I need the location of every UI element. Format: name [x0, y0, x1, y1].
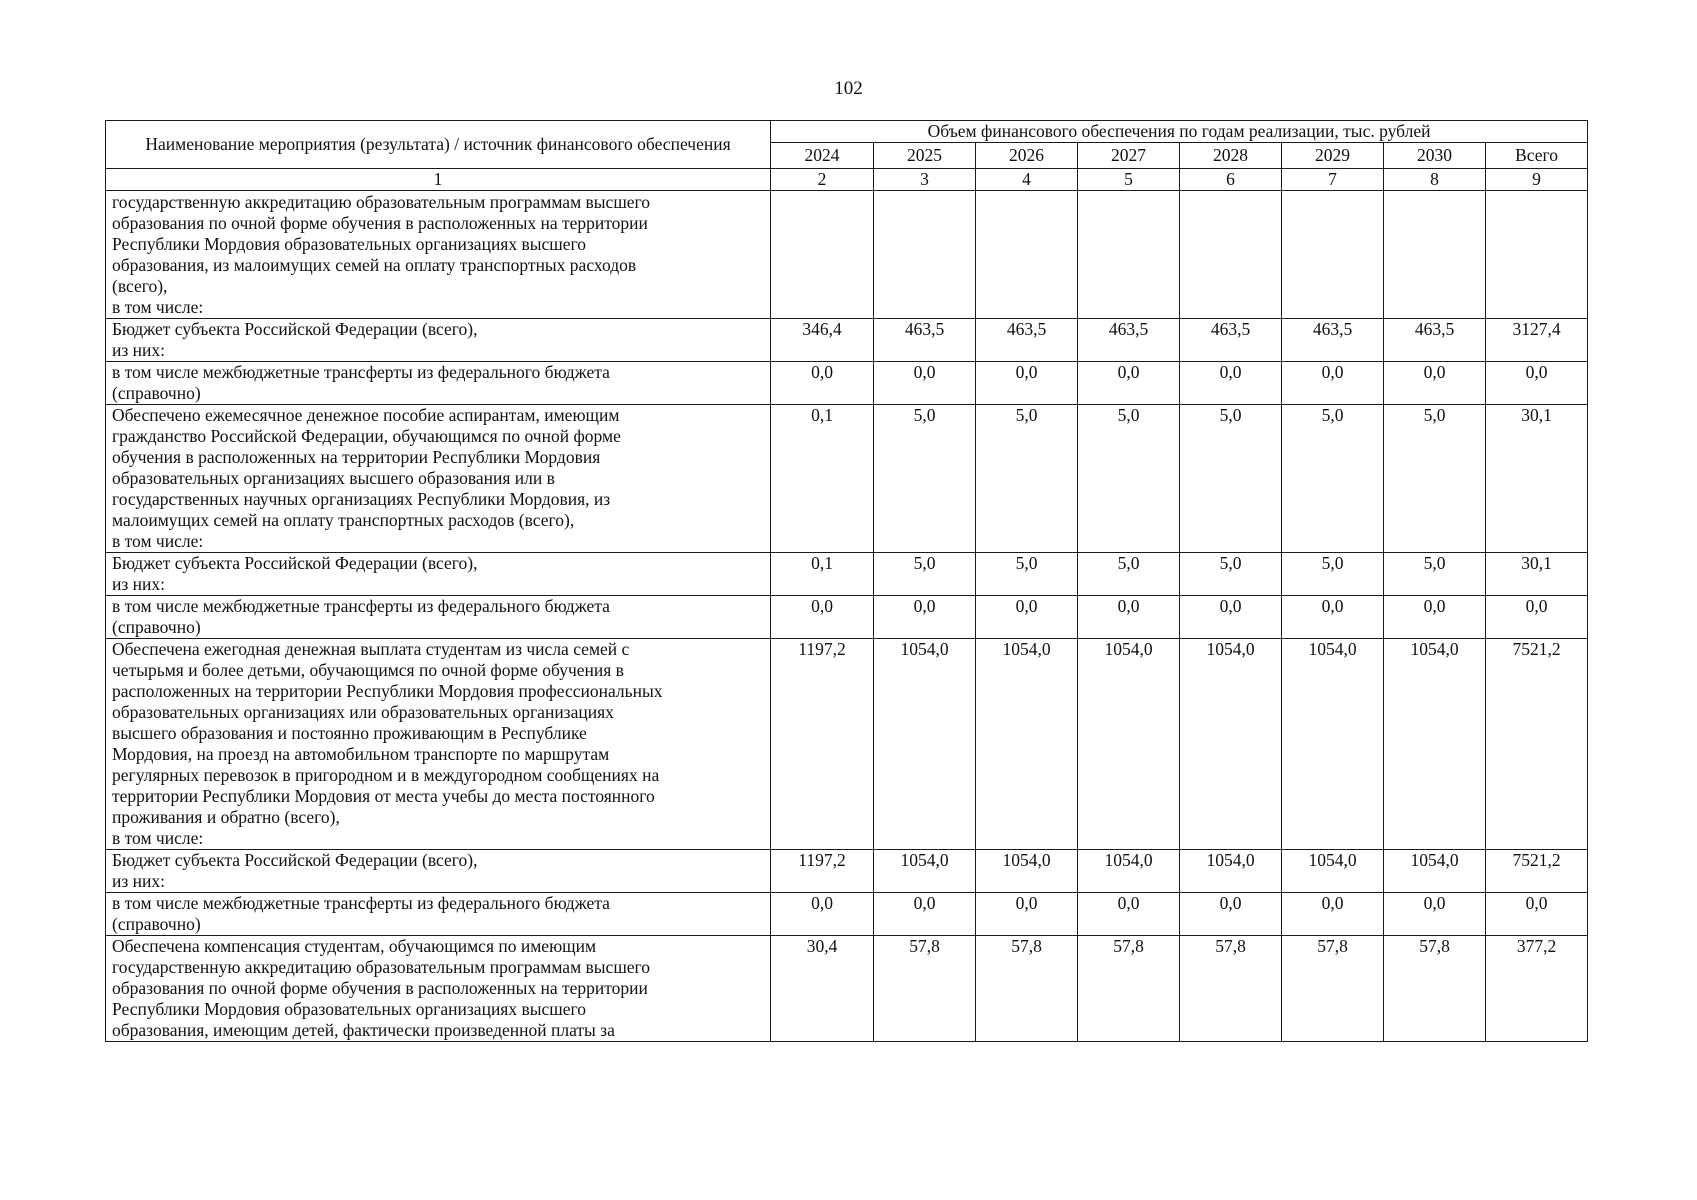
- value-cell: 0,0: [976, 596, 1078, 639]
- value-cell: 0,0: [1384, 362, 1486, 405]
- table-row: [106, 319, 1588, 362]
- total-cell: 0,0: [1486, 893, 1588, 936]
- value-cell: 0,0: [1384, 596, 1486, 639]
- value-cell: 0,0: [1384, 893, 1486, 936]
- table-row: [106, 850, 1588, 893]
- value-cell: 0,0: [1282, 893, 1384, 936]
- row-name: Обеспечена компенсация студентам, обучающимся по имеющим государственную аккредитацию образовательным программам высшего образования по очной форме обучения в расположенных на территории Республики Мордовия образовательных организациях высшего образования, имеющим детей, фактически произведенной платы за: [106, 936, 771, 1042]
- value-cell: 0,0: [874, 893, 976, 936]
- total-cell: 0,0: [1486, 362, 1588, 405]
- value-cell: 1054,0: [874, 850, 976, 893]
- year-header: 2028: [1180, 143, 1282, 169]
- total-cell: 3127,4: [1486, 319, 1588, 362]
- value-cell: 57,8: [874, 936, 976, 1042]
- value-cell: 0,0: [874, 362, 976, 405]
- total-cell: 30,1: [1486, 405, 1588, 553]
- value-cell: 0,0: [1282, 362, 1384, 405]
- table-row: [106, 639, 1588, 850]
- column-number: 4: [976, 169, 1078, 191]
- value-cell: 5,0: [874, 553, 976, 596]
- table-row: [106, 553, 1588, 596]
- value-cell: 463,5: [874, 319, 976, 362]
- value-cell: 57,8: [1384, 936, 1486, 1042]
- value-cell: 1054,0: [976, 850, 1078, 893]
- value-cell: [1384, 191, 1486, 319]
- row-name: Бюджет субъекта Российской Федерации (всего), из них:: [106, 850, 771, 893]
- value-cell: 57,8: [1078, 936, 1180, 1042]
- value-cell: 1054,0: [1282, 850, 1384, 893]
- year-header: 2029: [1282, 143, 1384, 169]
- value-cell: 5,0: [1384, 553, 1486, 596]
- value-cell: 0,0: [1282, 596, 1384, 639]
- total-cell: 377,2: [1486, 936, 1588, 1042]
- value-cell: 0,0: [874, 596, 976, 639]
- table-row: [106, 191, 1588, 319]
- column-number: 6: [1180, 169, 1282, 191]
- value-cell: 1054,0: [1180, 639, 1282, 850]
- value-cell: 0,0: [976, 362, 1078, 405]
- value-cell: 1054,0: [1078, 639, 1180, 850]
- row-name: в том числе межбюджетные трансферты из федерального бюджета (справочно): [106, 362, 771, 405]
- row-name: Бюджет субъекта Российской Федерации (всего), из них:: [106, 553, 771, 596]
- value-cell: 1054,0: [1180, 850, 1282, 893]
- total-header: Всего: [1486, 143, 1588, 169]
- column-number: 7: [1282, 169, 1384, 191]
- volume-header: Объем финансового обеспечения по годам реализации, тыс. рублей: [771, 121, 1588, 143]
- total-cell: [1486, 191, 1588, 319]
- row-name: государственную аккредитацию образовательным программам высшего образования по очной форме обучения в расположенных на территории Республики Мордовия образовательных организациях высшего образования, из малоимущих семей на оплату транспортных расходов (всего), в том числе:: [106, 191, 771, 319]
- value-cell: 5,0: [976, 553, 1078, 596]
- value-cell: 0,0: [771, 893, 874, 936]
- row-name: Обеспечено ежемесячное денежное пособие аспирантам, имеющим гражданство Российской Федерации, обучающимся по очной форме обучения в расположенных на территории Республики Мордовия образовательных организациях высшего образования или в государственных научных организациях Республики Мордовия, из малоимущих семей на оплату транспортных расходов (всего), в том числе:: [106, 405, 771, 553]
- value-cell: 0,0: [1078, 596, 1180, 639]
- table-row: [106, 596, 1588, 639]
- column-number: 3: [874, 169, 976, 191]
- value-cell: 0,0: [1180, 893, 1282, 936]
- value-cell: 463,5: [1282, 319, 1384, 362]
- value-cell: 5,0: [1384, 405, 1486, 553]
- value-cell: 5,0: [1180, 553, 1282, 596]
- total-cell: 7521,2: [1486, 639, 1588, 850]
- value-cell: 57,8: [1180, 936, 1282, 1042]
- value-cell: 1197,2: [771, 639, 874, 850]
- page-number: 102: [834, 78, 863, 99]
- value-cell: 0,0: [771, 596, 874, 639]
- column-number: 2: [771, 169, 874, 191]
- row-name: Обеспечена ежегодная денежная выплата студентам из числа семей с четырьмя и более детьми, обучающимся по очной форме обучения в расположенных на территории Республики Мордовия профессиональных образовательных организациях или образовательных организациях высшего образования и постоянно проживающим в Республике Мордовия, на проезд на автомобильном транспорте по маршрутам регулярных перевозок в пригородном и в междугородном сообщениях на территории Республики Мордовия от места учебы до места постоянного проживания и обратно (всего), в том числе:: [106, 639, 771, 850]
- value-cell: 0,0: [1078, 362, 1180, 405]
- value-cell: 1054,0: [1384, 639, 1486, 850]
- financing-table: [105, 120, 1588, 1042]
- value-cell: 57,8: [976, 936, 1078, 1042]
- column-number: 5: [1078, 169, 1180, 191]
- total-cell: 30,1: [1486, 553, 1588, 596]
- value-cell: 463,5: [976, 319, 1078, 362]
- value-cell: 5,0: [1078, 553, 1180, 596]
- value-cell: 0,1: [771, 405, 874, 553]
- value-cell: 1054,0: [976, 639, 1078, 850]
- value-cell: [1180, 191, 1282, 319]
- value-cell: 5,0: [1078, 405, 1180, 553]
- year-header: 2026: [976, 143, 1078, 169]
- table-row: [106, 893, 1588, 936]
- total-cell: 0,0: [1486, 596, 1588, 639]
- value-cell: [1282, 191, 1384, 319]
- value-cell: 5,0: [1282, 405, 1384, 553]
- table-row: [106, 405, 1588, 553]
- value-cell: 1054,0: [1078, 850, 1180, 893]
- column-number: 1: [106, 169, 771, 191]
- name-column-header: Наименование мероприятия (результата) / источник финансового обеспечения: [106, 121, 771, 169]
- value-cell: 5,0: [1282, 553, 1384, 596]
- column-number: 8: [1384, 169, 1486, 191]
- table-row: [106, 936, 1588, 1042]
- value-cell: 5,0: [976, 405, 1078, 553]
- year-header: 2027: [1078, 143, 1180, 169]
- value-cell: 0,0: [1180, 362, 1282, 405]
- value-cell: 346,4: [771, 319, 874, 362]
- value-cell: [874, 191, 976, 319]
- value-cell: [976, 191, 1078, 319]
- value-cell: [771, 191, 874, 319]
- row-name: в том числе межбюджетные трансферты из федерального бюджета (справочно): [106, 596, 771, 639]
- value-cell: [1078, 191, 1180, 319]
- value-cell: 463,5: [1180, 319, 1282, 362]
- value-cell: 57,8: [1282, 936, 1384, 1042]
- value-cell: 5,0: [1180, 405, 1282, 553]
- year-header: 2024: [771, 143, 874, 169]
- value-cell: 1054,0: [1384, 850, 1486, 893]
- value-cell: 1054,0: [874, 639, 976, 850]
- table-row: [106, 362, 1588, 405]
- value-cell: 463,5: [1384, 319, 1486, 362]
- value-cell: 0,0: [771, 362, 874, 405]
- total-cell: 7521,2: [1486, 850, 1588, 893]
- column-number: 9: [1486, 169, 1588, 191]
- value-cell: 1054,0: [1282, 639, 1384, 850]
- value-cell: 0,0: [976, 893, 1078, 936]
- value-cell: 5,0: [874, 405, 976, 553]
- year-header: 2025: [874, 143, 976, 169]
- value-cell: 1197,2: [771, 850, 874, 893]
- year-header: 2030: [1384, 143, 1486, 169]
- row-name: в том числе межбюджетные трансферты из федерального бюджета (справочно): [106, 893, 771, 936]
- value-cell: 463,5: [1078, 319, 1180, 362]
- value-cell: 0,0: [1078, 893, 1180, 936]
- row-name: Бюджет субъекта Российской Федерации (всего), из них:: [106, 319, 771, 362]
- value-cell: 30,4: [771, 936, 874, 1042]
- value-cell: 0,1: [771, 553, 874, 596]
- value-cell: 0,0: [1180, 596, 1282, 639]
